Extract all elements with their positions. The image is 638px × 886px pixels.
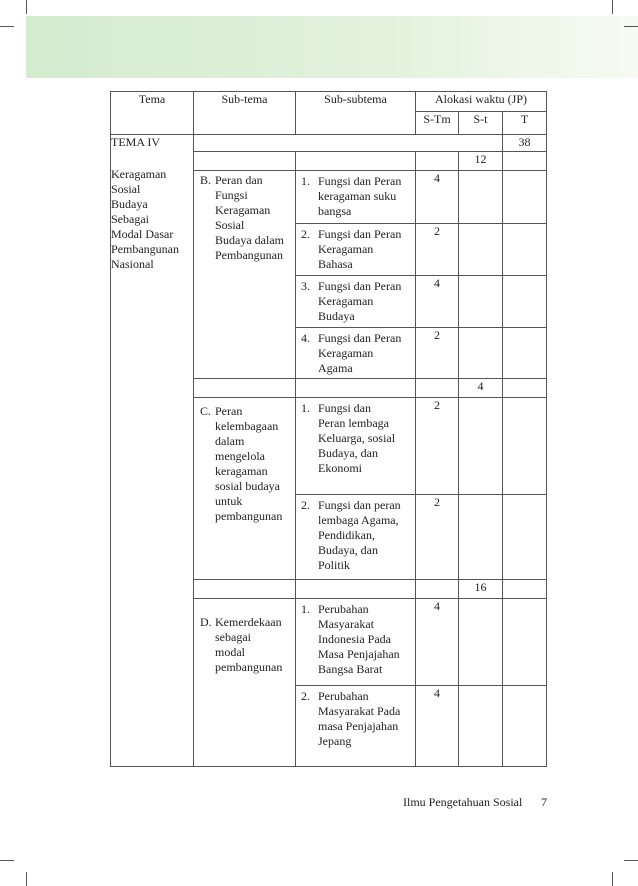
- subsubtema-cell: [296, 328, 416, 379]
- subtotal-spacer: [296, 379, 416, 398]
- subsubtema-text: Fungsi dan Peran Keragaman Agama: [318, 331, 402, 375]
- tema-body: Keragaman Sosial Budaya Sebagai Modal Dasar Pembangunan Nasional: [111, 167, 179, 271]
- total-spacer: [194, 135, 503, 152]
- subsubtema-cell: [296, 276, 416, 328]
- subsubtema-cell: [296, 686, 416, 767]
- subsubtema-cell: [296, 495, 416, 580]
- subsubtema-number: 1.: [301, 401, 310, 415]
- st-cell: [459, 686, 503, 767]
- tema-cell: [111, 135, 194, 767]
- crop-mark: [26, 872, 27, 886]
- stm-value: 2: [416, 398, 459, 495]
- subsubtema-text: Fungsi dan Peran Keragaman Bahasa: [318, 227, 402, 271]
- st-cell: [459, 171, 503, 224]
- crop-mark: [612, 872, 613, 886]
- crop-mark: [624, 26, 638, 27]
- subtotal-st: 16: [459, 580, 503, 599]
- subsubtema-number: 4.: [301, 331, 310, 345]
- t-cell: [503, 686, 547, 767]
- subsubtema-number: 1.: [301, 174, 310, 188]
- crop-mark: [624, 860, 638, 861]
- subsubtema-number: 2.: [301, 689, 310, 703]
- header-band: [26, 16, 638, 78]
- subtotal-st: 4: [459, 379, 503, 398]
- subsubtema-number: 2.: [301, 227, 310, 241]
- st-cell: [459, 495, 503, 580]
- curriculum-table: [110, 91, 547, 767]
- t-cell: [503, 224, 547, 276]
- header-subtema: Sub-tema: [194, 92, 296, 135]
- crop-mark: [26, 0, 27, 14]
- t-cell: [503, 328, 547, 379]
- subsubtema-number: 2.: [301, 498, 310, 512]
- subtotal-spacer: [194, 379, 296, 398]
- subsubtema-cell: [296, 224, 416, 276]
- subtema-letter: B.: [200, 173, 212, 187]
- subsubtema-cell: [296, 171, 416, 224]
- subtema-letter: C.: [200, 404, 212, 418]
- subsubtema-text: Fungsi dan peran lembaga Agama, Pendidikan, Budaya, dan Politik: [318, 498, 401, 572]
- crop-mark: [612, 0, 613, 14]
- subsubtema-text: Fungsi dan Peran Keragaman Budaya: [318, 279, 402, 323]
- stm-value: 2: [416, 495, 459, 580]
- subsubtema-text: Perubahan Masyarakat Pada masa Penjajahan Jepang: [318, 689, 401, 748]
- header-alokasi: Alokasi waktu (JP): [416, 92, 547, 112]
- subtema-letter: D.: [200, 615, 212, 629]
- subtotal-spacer: [416, 379, 459, 398]
- subsubtema-number: 1.: [301, 602, 310, 616]
- subtema-text: Peran kelembagaan dalam mengelola keragaman sosial budaya untuk pembangunan: [215, 404, 283, 523]
- subsubtema-cell: [296, 398, 416, 495]
- t-cell: [503, 495, 547, 580]
- subtema-cell: [194, 599, 296, 767]
- t-cell: [503, 276, 547, 328]
- subtema-text: Kemerdekaan sebagai modal pembangunan: [215, 615, 283, 674]
- st-cell: [459, 599, 503, 686]
- subtema-cell: [194, 171, 296, 379]
- stm-value: 2: [416, 328, 459, 379]
- header-subsubtema: Sub-subtema: [296, 92, 416, 135]
- subtotal-st: 12: [459, 152, 503, 171]
- subsubtema-text: Fungsi dan Peran keragaman suku bangsa: [318, 174, 402, 218]
- tema-title: TEMA IV: [111, 135, 160, 149]
- subtotal-spacer: [416, 580, 459, 599]
- subsubtema-text: Fungsi dan Peran lembaga Keluarga, sosial Budaya, dan Ekonomi: [318, 401, 396, 475]
- t-cell: [503, 599, 547, 686]
- header-stm: S-Tm: [416, 112, 459, 135]
- st-cell: [459, 224, 503, 276]
- crop-mark: [0, 26, 14, 27]
- header-t: T: [503, 112, 547, 135]
- stm-value: 4: [416, 599, 459, 686]
- stm-value: 4: [416, 171, 459, 224]
- header-st: S-t: [459, 112, 503, 135]
- header-tema: Tema: [111, 92, 194, 135]
- footer-subject: Ilmu Pengetahuan Sosial: [403, 795, 523, 809]
- subtema-cell: [194, 398, 296, 580]
- subtotal-t: [503, 580, 547, 599]
- subtotal-spacer: [194, 152, 296, 171]
- subtotal-spacer: [416, 152, 459, 171]
- subtotal-t: [503, 152, 547, 171]
- stm-value: 4: [416, 276, 459, 328]
- subtotal-spacer: [296, 152, 416, 171]
- stm-value: 4: [416, 686, 459, 767]
- stm-value: 2: [416, 224, 459, 276]
- t-cell: [503, 398, 547, 495]
- subtema-text: Peran dan Fungsi Keragaman Sosial Budaya dalam Pembangunan: [215, 173, 284, 262]
- subtotal-spacer: [194, 580, 296, 599]
- subsubtema-text: Perubahan Masyarakat Indonesia Pada Masa Penjajahan Bangsa Barat: [318, 602, 400, 676]
- crop-mark: [0, 860, 14, 861]
- total-t: 38: [503, 135, 547, 152]
- subsubtema-number: 3.: [301, 279, 310, 293]
- subtotal-spacer: [296, 580, 416, 599]
- footer-page-number: 7: [541, 795, 547, 809]
- st-cell: [459, 398, 503, 495]
- st-cell: [459, 276, 503, 328]
- subtotal-t: [503, 379, 547, 398]
- t-cell: [503, 171, 547, 224]
- subsubtema-cell: [296, 599, 416, 686]
- st-cell: [459, 328, 503, 379]
